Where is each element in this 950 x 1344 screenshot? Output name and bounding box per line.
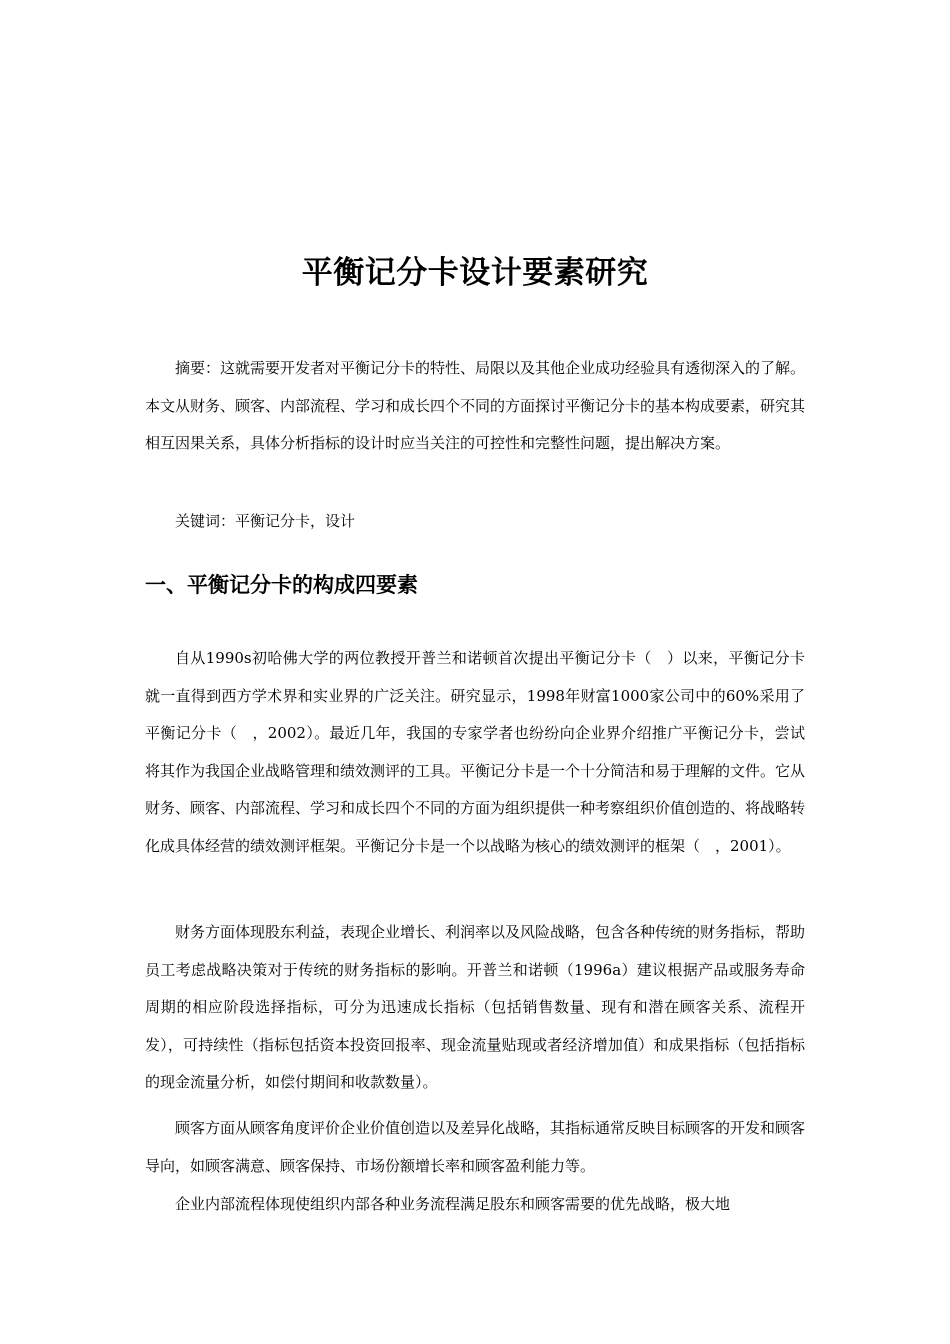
body-paragraph: 顾客方面从顾客角度评价企业价值创造以及差异化战略，其指标通常反映目标顾客的开发和顾客导向，如顾客满意、顾客保持、市场份额增长率和顾客盈利能力等。 [145, 1119, 806, 1175]
body-paragraph: 自从1990s初哈佛大学的两位教授开普兰和诺顿首次提出平衡记分卡（ ）以来，平衡记分卡就一直得到西方学术界和实业界的广泛关注。研究显示，1998年财富1000家公司中的60%采用了平衡记分卡（ ，2002）。最近几年，我国的专家学者也纷纷向企业界介绍推广平衡记分卡，尝试将其作为我国企业战略管理和绩效测评的工具。平衡记分卡是一个十分简洁和易于理解的文件。它从财务、顾客、内部流程、学习和成长四个不同的方面为组织提供一种考察组织价值创造的、将战略转化成具体经营的绩效测评框架。平衡记分卡是一个以战略为核心的绩效测评的框架（ ，2001）。 [145, 649, 806, 855]
document-title: 平衡记分卡设计要素研究 [301, 255, 649, 291]
abstract-paragraph: 摘要：这就需要开发者对平衡记分卡的特性、局限以及其他企业成功经验具有透彻深入的了解。本文从财务、顾客、内部流程、学习和成长四个不同的方面探讨平衡记分卡的基本构成要素，研究其相互因果关系，具体分析指标的设计时应当关注的可控性和完整性问题，提出解决方案。 [145, 359, 806, 452]
body-paragraph: 企业内部流程体现使组织内部各种业务流程满足股东和顾客需要的优先战略，极大地 [175, 1195, 731, 1213]
keywords-line: 关键词：平衡记分卡，设计 [175, 512, 356, 530]
section-heading: 一、平衡记分卡的构成四要素 [145, 573, 418, 597]
body-paragraph: 财务方面体现股东利益，表现企业增长、利润率以及风险战略，包含各种传统的财务指标，帮助员工考虑战略决策对于传统的财务指标的影响。开普兰和诺顿（1996a）建议根据产品或服务寿命周期的相应阶段选择指标，可分为迅速成长指标（包括销售数量、现有和潜在顾客关系、流程开发），可持续性（指标包括资本投资回报率、现金流量贴现或者经济增加值）和成果指标（包括指标的现金流量分析，如偿付期间和收款数量）。 [145, 923, 806, 1091]
